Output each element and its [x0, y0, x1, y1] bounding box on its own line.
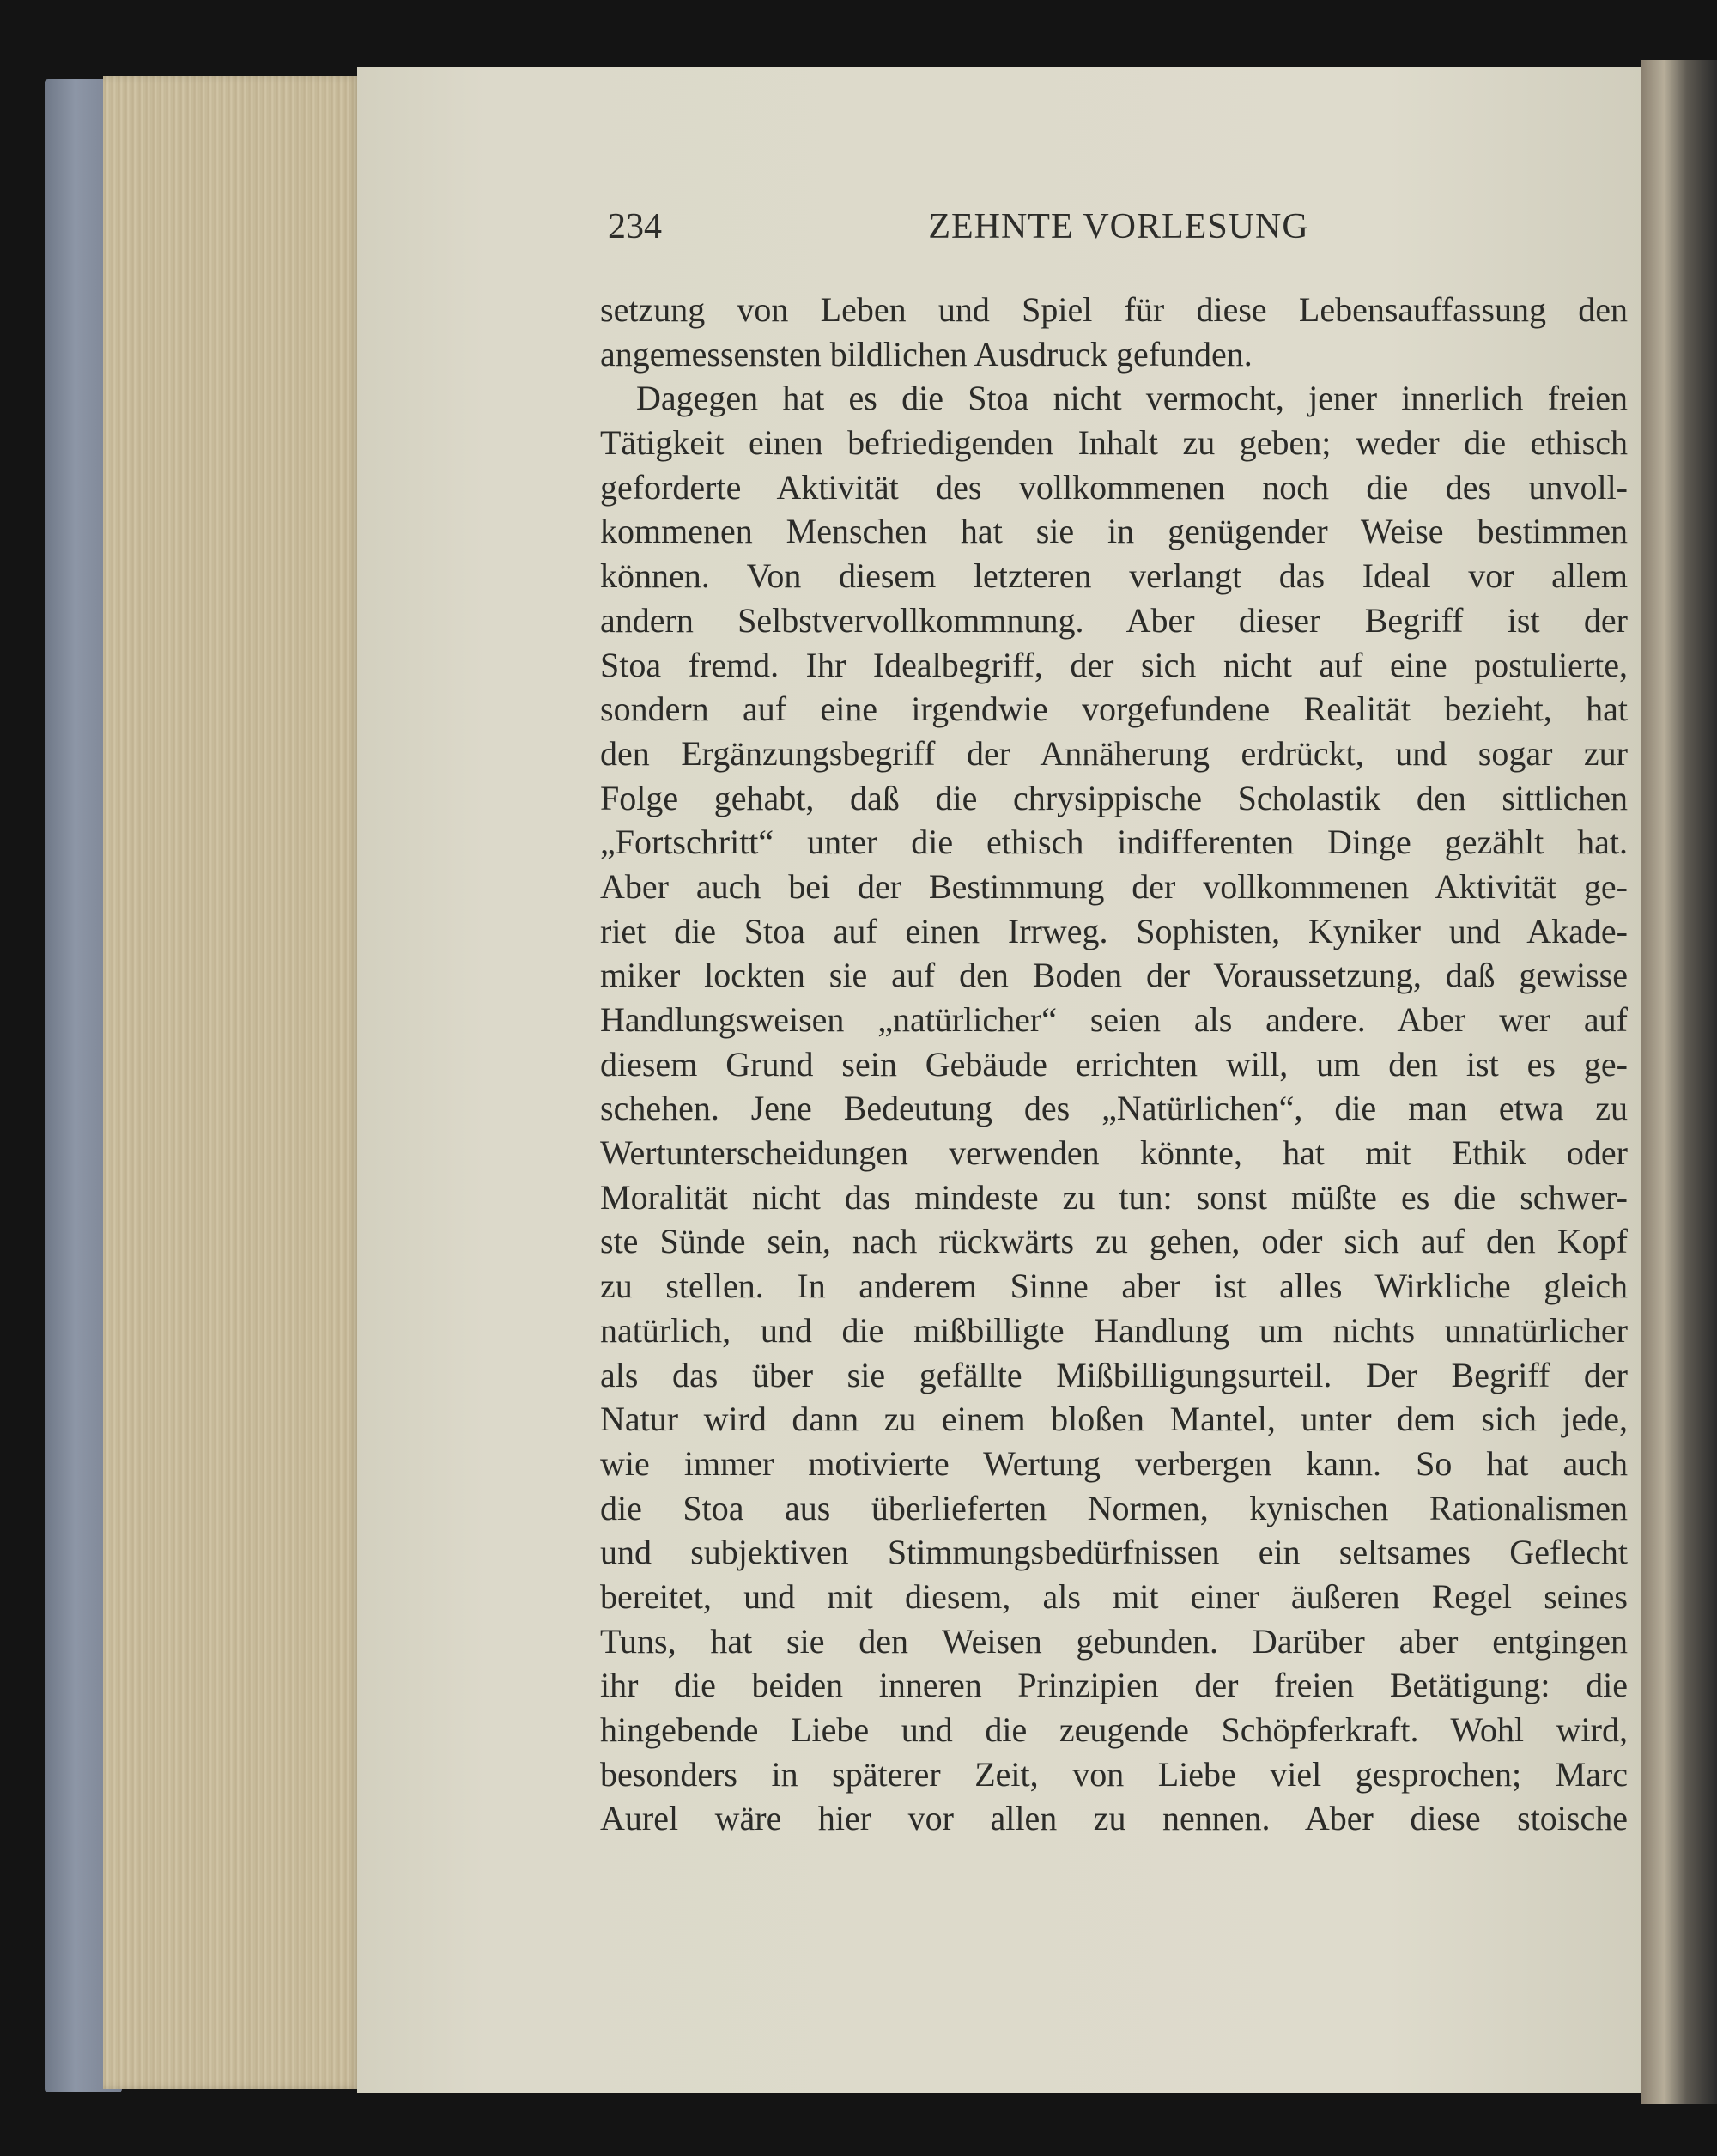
page-number: 234 [608, 207, 662, 246]
text-line: Stoa fremd. Ihr Idealbegriff, der sich nicht auf eine postulierte, [600, 645, 1628, 684]
text-line: riet die Stoa auf einen Irrweg. Sophisten, Kyniker und Akade- [600, 911, 1628, 950]
text-line: kommenen Menschen hat sie in genügender Weise bestimmen [600, 512, 1628, 551]
text-line: sondern auf eine irgendwie vorgefundene Realität bezieht, hat [600, 689, 1628, 729]
text-line: Aber auch bei der Bestimmung der vollkommenen Aktivität ge- [600, 866, 1628, 906]
text-line: ihr die beiden inneren Prinzipien der freien Betätigung: die [600, 1666, 1628, 1705]
text-line: miker lockten sie auf den Boden der Voraussetzung, daß gewisse [600, 956, 1628, 995]
text-line: Tuns, hat sie den Weisen gebunden. Darüber aber entgingen [600, 1621, 1628, 1661]
text-line: Moralität nicht das mindeste zu tun: sonst müßte es die schwer- [600, 1177, 1628, 1217]
running-title: ZEHNTE VORLESUNG [928, 207, 1309, 246]
text-line: natürlich, und die mißbilligte Handlung um nichts unnatürlicher [600, 1310, 1628, 1350]
page-header [608, 206, 1629, 258]
text-line: Natur wird dann zu einem bloßen Mantel, unter dem sich jede, [600, 1400, 1628, 1439]
text-line: setzung von Leben und Spiel für diese Lebensauffassung den [600, 290, 1628, 329]
text-line: andern Selbstvervollkommnung. Aber dieser Begriff ist der [600, 600, 1628, 640]
text-line: Tätigkeit einen befriedigenden Inhalt zu geben; weder die ethisch [600, 423, 1628, 463]
text-line: die Stoa aus überlieferten Normen, kynischen Rationalismen [600, 1488, 1628, 1527]
text-line: besonders in späterer Zeit, von Liebe viel gesprochen; Marc [600, 1754, 1628, 1794]
text-line: schehen. Jene Bedeutung des „Natürlichen“, die man etwa zu [600, 1089, 1628, 1128]
text-line: ste Sünde sein, nach rückwärts zu gehen, oder sich auf den Kopf [600, 1222, 1628, 1261]
text-line: diesem Grund sein Gebäude errichten will, um den ist es ge- [600, 1044, 1628, 1084]
text-line: geforderte Aktivität des vollkommenen noch die des unvoll- [600, 467, 1628, 507]
text-line: wie immer motivierte Wertung verbergen kann. So hat auch [600, 1443, 1628, 1483]
text-line: zu stellen. In anderem Sinne aber ist alles Wirkliche gleich [600, 1266, 1628, 1306]
text-line: Folge gehabt, daß die chrysippische Scholastik den sittlichen [600, 778, 1628, 817]
text-line: Handlungsweisen „natürlicher“ seien als andere. Aber wer auf [600, 1000, 1628, 1039]
body-text [600, 288, 1628, 1841]
page-edges [103, 76, 361, 2089]
text-line: und subjektiven Stimmungsbedürfnissen ein seltsames Geflecht [600, 1533, 1628, 1572]
text-line: können. Von diesem letzteren verlangt das Ideal vor allem [600, 556, 1628, 596]
book-cover-right [1641, 60, 1717, 2104]
text-line: angemessensten bildlichen Ausdruck gefunden. [600, 334, 1253, 374]
text-line: Wertunterscheidungen verwenden könnte, hat mit Ethik oder [600, 1133, 1628, 1173]
text-line: „Fortschritt“ unter die ethisch indifferenten Dinge gezählt hat. [600, 823, 1628, 862]
text-line: Aurel wäre hier vor allen zu nennen. Aber diese stoische [600, 1799, 1628, 1838]
text-line: Dagegen hat es die Stoa nicht vermocht, jener innerlich freien [636, 379, 1628, 418]
text-line: bereitet, und mit diesem, als mit einer äußeren Regel seines [600, 1576, 1628, 1616]
text-line: hingebende Liebe und die zeugende Schöpferkraft. Wohl wird, [600, 1710, 1628, 1749]
text-line: den Ergänzungsbegriff der Annäherung erdrückt, und sogar zur [600, 733, 1628, 773]
text-line: als das über sie gefällte Mißbilligungsurteil. Der Begriff der [600, 1355, 1628, 1394]
